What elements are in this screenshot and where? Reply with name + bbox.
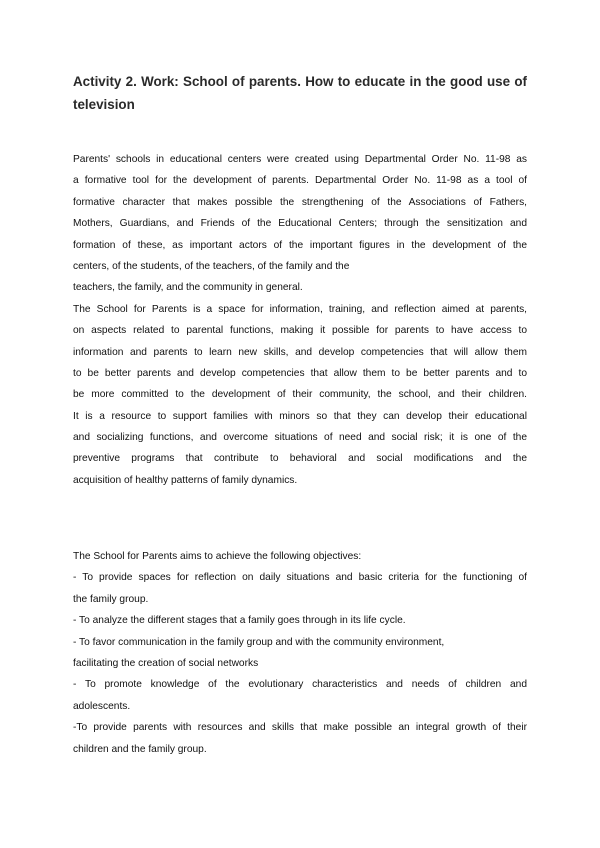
objectives-list	[73, 546, 527, 760]
text-line: centers, of the students, of the teachers, of the family and the	[73, 260, 350, 272]
list-item-continuation: the family group.	[73, 593, 149, 605]
text-line: to be better parents and develop competencies that allow them to be better parents and to	[73, 367, 527, 379]
objectives-heading: The School for Parents aims to achieve the following objectives:	[73, 551, 362, 562]
list-item: -To provide parents with resources and skills that make possible an integral growth of their	[73, 722, 527, 734]
text-line: acquisition of healthy patterns of family dynamics.	[73, 474, 298, 486]
text-line: a formative tool for the development of parents. Departmental Order No. 11-98 as a tool of	[73, 175, 527, 187]
text-line: Parents' schools in educational centers were created using Departmental Order No. 11-98 as	[73, 154, 527, 165]
text-line: Mothers, Guardians, and Friends of the Educational Centers; through the sensitization and	[73, 218, 527, 230]
text-line: formative character that makes possible the strengthening of the Associations of Fathers,	[73, 196, 527, 208]
text-line: information and parents to learn new skills, and develop competencies that will allow them	[73, 346, 527, 358]
text-line: It is a resource to support families with minors so that they can develop their educational	[73, 410, 527, 422]
list-item: - To provide spaces for reflection on daily situations and basic criteria for the functioning of	[73, 572, 527, 584]
list-item-continuation: facilitating the creation of social networks	[73, 657, 259, 669]
list-item: - To analyze the different stages that a family goes through in its life cycle.	[73, 615, 406, 627]
list-item: - To favor communication in the family group and with the community environment,	[73, 636, 445, 648]
text-line: preventive programs that contribute to behavioral and social modifications and the	[73, 453, 527, 465]
text-line: teachers, the family, and the community in general.	[73, 282, 303, 294]
list-item-continuation: adolescents.	[73, 700, 131, 712]
list-item-continuation: children and the family group.	[73, 743, 207, 755]
text-line: formation of these, as important actors of the important figures in the development of the	[73, 239, 527, 251]
paragraph-parents-schools	[73, 149, 527, 491]
list-item: - To promote knowledge of the evolutionary characteristics and needs of children and	[73, 679, 527, 691]
text-line: be more committed to the development of their community, the school, and their children.	[73, 389, 527, 401]
document-title: Activity 2. Work: School of parents. How to educate in the good use of television	[73, 74, 527, 112]
text-line: on aspects related to parental functions, making it possible for parents to have access to	[73, 325, 527, 337]
text-line: The School for Parents is a space for information, training, and reflection aimed at parents,	[73, 303, 527, 315]
text-line: and socializing functions, and overcome situations of need and social risk; it is one of the	[73, 432, 527, 444]
